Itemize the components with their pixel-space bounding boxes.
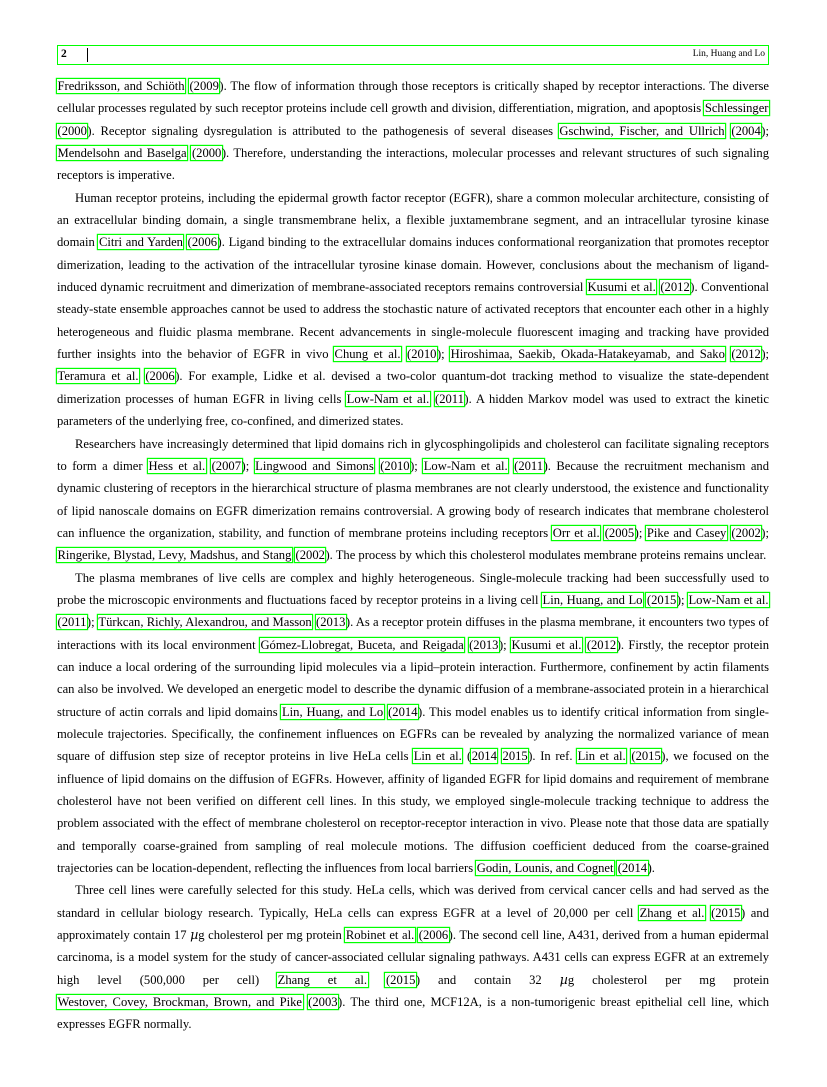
body-text-block (57, 75, 769, 1036)
citation-link[interactable]: Mendelsohn and Baselga (57, 146, 187, 161)
citation-link[interactable]: (2010 (407, 347, 437, 362)
paragraph: Fredriksson, and Schiöth (2009). The flow of information through those receptors is critically shaped by receptor interactions. The diverse cellular processes regulated by such receptor proteins include cell growth and division, differentiation, migration, and apoptosis Schlessinger (2000). Receptor signaling dysregulation is attributed to the pathogenesis of several diseases Gschwind, Fischer, and Ullrich (2004); Mendelsohn and Baselga (2000). Therefore, understanding the interactions, molecular processes and relevant structures of such signaling receptors is imperative. (57, 79, 770, 183)
citation-link[interactable]: Lin et al. (577, 749, 626, 764)
paragraph: Three cell lines were carefully selected for this study. HeLa cells, which was derived from cervical cancer cells and had served as the standard in cellular biology research. Typically, HeLa cells can express EGFR at a level of 20,000 per cell Zhang et al. (2015) and approximately contain 17 µg cholesterol per mg protein Robinet et al. (2006). The second cell line, A431, derived from a human epidermal carcinoma, is a model system for the study of cancer-associated cellular signaling pathways. A431 cells can express EGFR at an extremely high level (500,000 per cell) Zhang et al. (2015) and contain 32 µg cholesterol per mg protein Westover, Covey, Brockman, Brown, and Pike (2003). The third one, MCF12A, is a non-tumorigenic breast epithelial cell line, which expresses EGFR normally. (57, 883, 770, 1032)
citation-link[interactable]: Kusumi et al. (587, 280, 656, 295)
citation-link[interactable]: Low-Nam et al. (346, 391, 430, 406)
header-rule (87, 48, 88, 62)
citation-link[interactable]: Teramura et al. (57, 369, 139, 384)
citation-link[interactable]: (2006 (145, 369, 175, 384)
paragraph: Researchers have increasingly determined that lipid domains rich in glycosphingolipids and cholesterol can facilitate signaling receptors to form a dimer Hess et al. (2007); Lingwood and Simons (2010); Low-Nam et al. (2011). Because the recruitment mechanism and dynamic clustering of receptors in the hierarchical structure of plasma membranes are not clearly understood, the existence and functionality of lipid nanoscale domains on EGFR dimerization remains controversial. A growing body of research indicates that membrane cholesterol can influence the organization, stability, and function of membrane proteins including receptors Orr et al. (2005); Pike and Casey (2002); Ringerike, Blystad, Levy, Madshus, and Stang (2002). The process by which this cholesterol modulates membrane proteins remains unclear. (57, 436, 770, 563)
citation-link[interactable]: 2014 (471, 749, 497, 764)
citation-link[interactable]: (2011 (57, 615, 87, 630)
citation-link[interactable]: Kusumi et al. (511, 637, 582, 652)
citation-link[interactable]: Lingwood and Simons (255, 458, 374, 473)
citation-link[interactable]: Zhang et al. (277, 972, 368, 987)
citation-link[interactable]: Godin, Lounis, and Cognet (476, 861, 614, 876)
citation-link[interactable]: Ringerike, Blystad, Levy, Madshus, and Stang (57, 548, 292, 563)
citation-link[interactable]: (2015 (385, 972, 416, 987)
citation-link[interactable]: (2000 (191, 146, 222, 161)
citation-link[interactable]: Zhang et al. (639, 905, 705, 920)
citation-link[interactable]: (2011 (514, 458, 544, 473)
citation-link[interactable]: Lin, Huang, and Lo (542, 592, 643, 607)
citation-link[interactable]: (2012 (660, 280, 690, 295)
micro-symbol: µ (559, 971, 568, 987)
citation-link[interactable]: (2000 (57, 123, 87, 138)
micro-symbol: µ (190, 927, 199, 943)
citation-link[interactable]: (2015 (711, 905, 741, 920)
citation-link[interactable]: Lin et al. (413, 749, 462, 764)
citation-link[interactable]: Hess et al. (148, 458, 206, 473)
citation-link[interactable]: Gschwind, Fischer, and Ullrich (559, 123, 725, 138)
citation-link[interactable]: (2006 (418, 928, 449, 943)
citation-link[interactable]: Lin, Huang, and Lo (281, 704, 384, 719)
citation-link[interactable]: (2013 (469, 637, 499, 652)
running-head-authors: Lin, Huang and Lo (692, 49, 765, 60)
citation-link[interactable]: Chung et al. (334, 347, 401, 362)
citation-link[interactable]: (2003 (308, 995, 338, 1010)
paragraph: The plasma membranes of live cells are complex and highly heterogeneous. Single-molecule tracking had been successfully used to probe the microscopic environments and fluctuations faced by receptor proteins in a living cell Lin, Huang, and Lo (2015); Low-Nam et al. (2011); Türkcan, Richly, Alexandrou, and Masson (2013). As a receptor protein diffuses in the plasma membrane, it encounters two types of interactions with its local environment Gómez-Llobregat, Buceta, and Reigada (2013); Kusumi et al. (2012). Firstly, the receptor protein can induce a local ordering of the surrounding lipid molecules via a lipid–protein interaction. Furthermore, confinement by actin filaments can also be involved. We developed an energetic model to describe the dynamic diffusion of a membrane-associated protein in a hierarchical structure of actin corrals and lipid domains Lin, Huang, and Lo (2014). This model enables us to identify critical information from single-molecule trajectories. Specifically, the confinement influences on EGFRs can be revealed by analyzing the normalized variance of mean square of diffusion step size of receptor proteins in live HeLa cells Lin et al. (2014 2015). In ref. Lin et al. (2015), we focused on the influence of lipid domains on the diffusion of EGFRs. However, affinity of liganded EGFR for lipid domains and requirement of membrane cholesterol have not been verified on different cell lines. In this study, we employed single-molecule tracking technique to address the problem associated with the effect of membrane cholesterol on receptor-receptor interaction in vivo. Please note that those data are spatially and temporally coarse-grained from sampling of real molecule motions. The diffusion coefficient deduced from the coarse-grained trajectories can be location-dependent, reflecting the influences from local barriers Godin, Lounis, and Cognet (2014). (57, 570, 770, 876)
citation-link[interactable]: (2006 (187, 235, 218, 250)
page-number: 2 (61, 48, 67, 61)
citation-link[interactable]: Hiroshimaa, Saekib, Okada-Hatakeyamab, and Sako (450, 347, 725, 362)
citation-link[interactable]: (2002 (295, 548, 325, 563)
citation-link[interactable]: (2014 (617, 861, 648, 876)
citation-link[interactable]: (2014 (388, 704, 418, 719)
citation-link[interactable]: (2004 (731, 123, 761, 138)
citation-link[interactable]: (2002 (731, 525, 761, 540)
citation-link[interactable]: (2011 (435, 391, 464, 406)
citation-link[interactable]: (2015 (646, 592, 677, 607)
citation-link[interactable]: Schlessinger (704, 101, 769, 116)
citation-link[interactable]: Gómez-Llobregat, Buceta, and Reigada (260, 637, 464, 652)
citation-link[interactable]: 2015 (502, 749, 528, 764)
citation-link[interactable]: Low-Nam et al. (688, 592, 769, 607)
citation-link[interactable]: (2013 (316, 615, 346, 630)
citation-link[interactable]: (2012 (586, 637, 617, 652)
citation-link[interactable]: Orr et al. (552, 525, 600, 540)
paragraph: Human receptor proteins, including the epidermal growth factor receptor (EGFR), share a common molecular architecture, consisting of an extracellular binding domain, a single transmembrane helix, a flexible juxtamembrane segment, and an intracellular tyrosine kinase domain Citri and Yarden (2006). Ligand binding to the extracellular domains induces conformational reorganization that promotes receptor dimerization, leading to the activation of the intracellular tyrosine kinase domain. However, conclusions about the mechanism of ligand-induced dynamic recruitment and dimerization of membrane-associated receptors remains controversial Kusumi et al. (2012). Conventional steady-state ensemble approaches cannot be used to address the stochastic nature of activated receptors that encounter each other in a highly heterogeneous and fluidic plasma membrane. Recent advancements in single-molecule fluorescent imaging and tracking have provided further insights into the behavior of EGFR in vivo Chung et al. (2010); Hiroshimaa, Saekib, Okada-Hatakeyamab, and Sako (2012); Teramura et al. (2006). For example, Lidke et al. devised a two-color quantum-dot tracking method to visualize the state-dependent dimerization processes of human EGFR in living cells Low-Nam et al. (2011). A hidden Markov model was used to extract the kinetic parameters of the underlying free, co-confined, and dimerized states. (57, 190, 770, 429)
citation-link[interactable]: Citri and Yarden (98, 235, 183, 250)
citation-link[interactable]: (2010 (380, 458, 410, 473)
running-header (57, 45, 769, 65)
citation-link[interactable]: Westover, Covey, Brockman, Brown, and Pike (57, 995, 302, 1010)
citation-link[interactable]: (2015 (631, 749, 661, 764)
citation-link[interactable]: (2007 (211, 458, 241, 473)
citation-link[interactable]: Low-Nam et al. (423, 458, 508, 473)
citation-link[interactable]: (2005 (604, 525, 635, 540)
citation-link[interactable]: Pike and Casey (646, 525, 727, 540)
citation-link[interactable]: (2012 (731, 347, 761, 362)
citation-link[interactable]: Fredriksson, and Schiöth (57, 79, 185, 93)
citation-link[interactable]: (2009 (189, 79, 219, 93)
citation-link[interactable]: Türkcan, Richly, Alexandrou, and Masson (98, 615, 312, 630)
citation-link[interactable]: Robinet et al. (345, 928, 415, 943)
